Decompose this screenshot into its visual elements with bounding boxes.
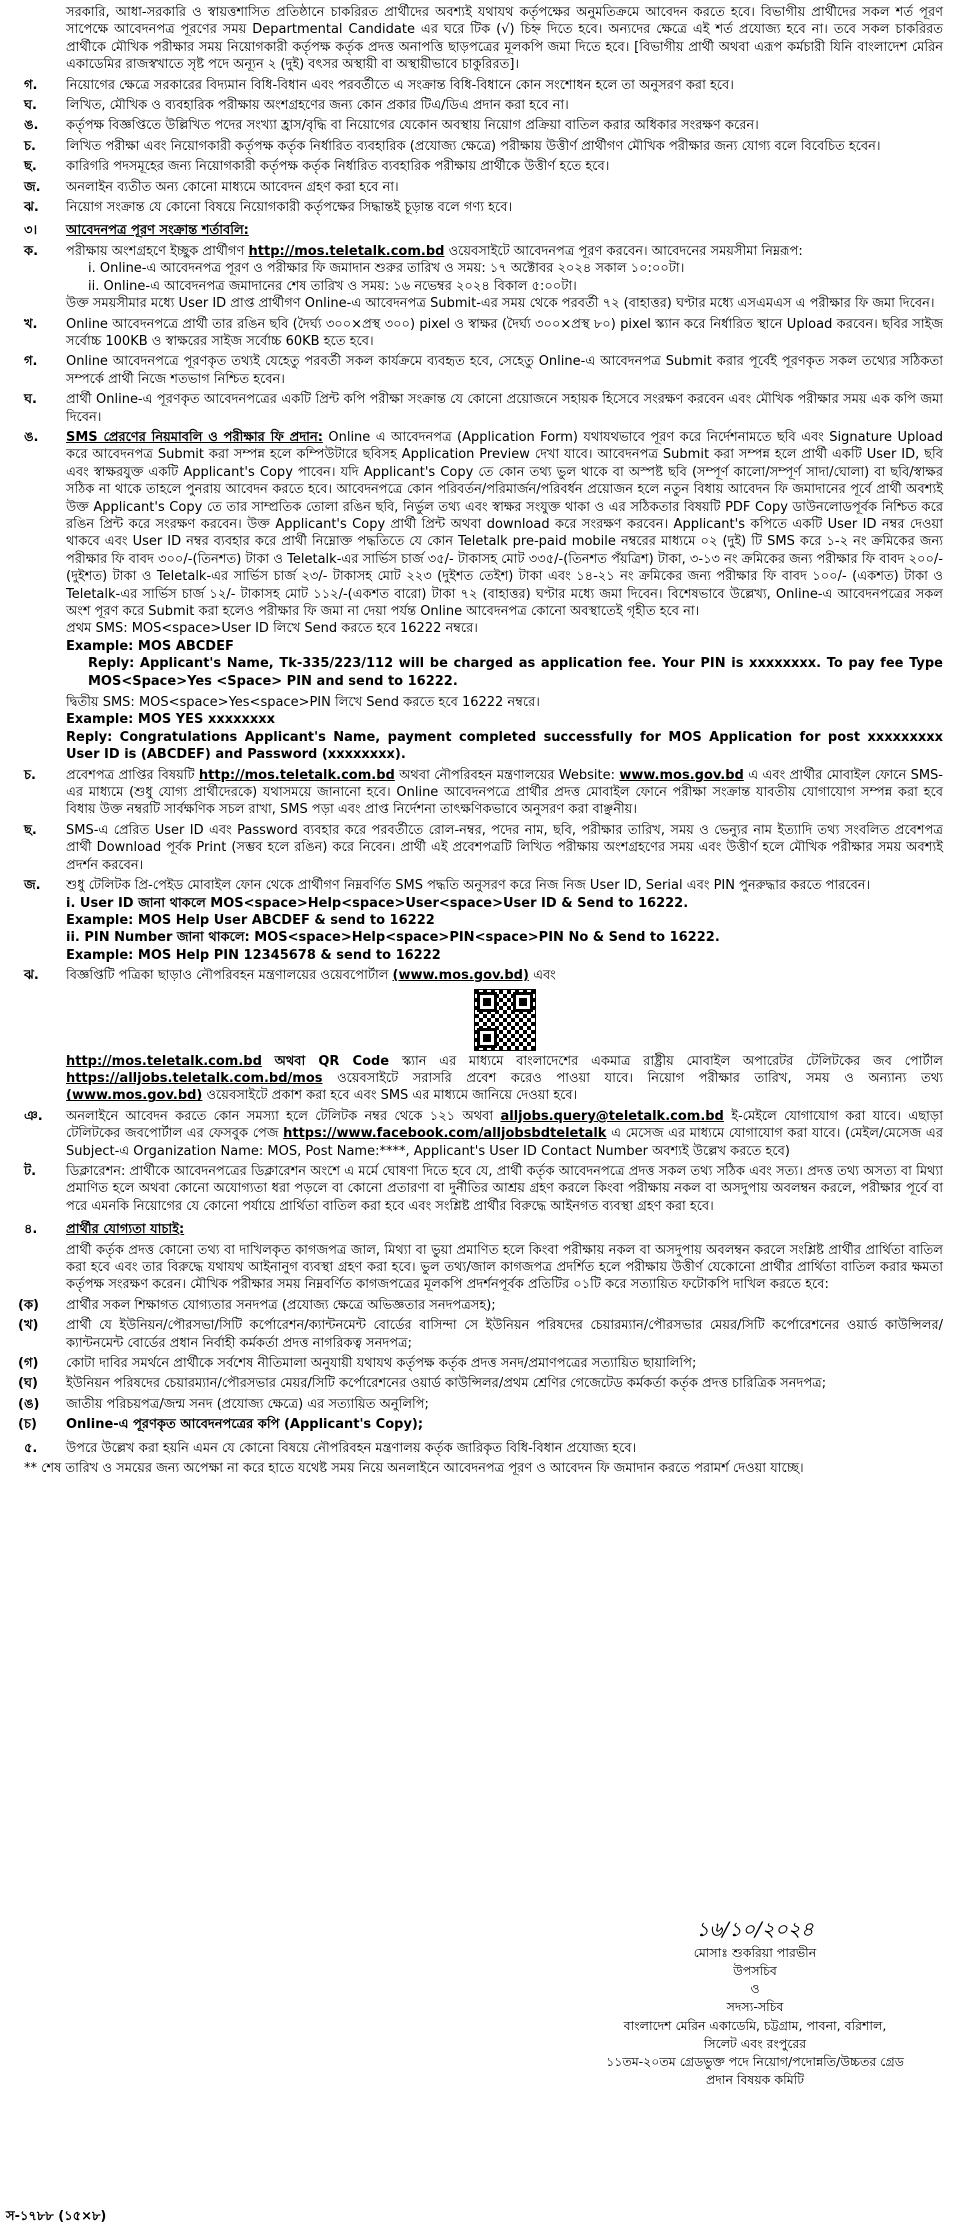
userid-recovery: i. User ID জানা থাকলে MOS<space>Help<space>User<space>User ID & Send to 16222. xyxy=(66,895,689,911)
item-text: কোটা দাবির সমর্থনে প্রার্থীকে সর্বশেষ নীতিমালা অনুযায়ী যথাযথ কর্তৃপক্ষ কর্তৃক প্রদত্ত সনদ/প্রমাণপত্রের সত্যায়িত ছায়ালিপি; xyxy=(66,1356,697,1372)
item-text xyxy=(66,877,959,964)
application-item-ka xyxy=(0,243,959,313)
item-text: উপরে উল্লেখ করা হয়নি এমন যে কোনো বিষয়ে নৌপরিবহন মন্ত্রণালয় কর্তৃক জারিকৃত বিধি-বিধান প্রযোজ্য হবে। xyxy=(66,1440,637,1456)
item-label: ঙ. xyxy=(24,429,39,445)
item-label: গ. xyxy=(24,354,38,370)
application-item-jha xyxy=(0,967,959,1105)
support-email-link[interactable]: alljobs.query@teletalk.com.bd xyxy=(500,1108,724,1124)
pin-recovery-example: Example: MOS Help PIN 12345678 & send to 16222 xyxy=(66,947,441,963)
condition-item xyxy=(0,138,959,155)
item-label: ঘ. xyxy=(24,98,37,114)
qr-code-container xyxy=(66,989,943,1051)
condition-item-5 xyxy=(0,1440,959,1457)
item-text xyxy=(66,967,959,1105)
committee-line: সিলেট এবং রংপুরের xyxy=(703,2035,807,2051)
item-text-part: এবং xyxy=(533,968,556,984)
item-text: লিখিত পরীক্ষা এবং নিয়োগকারী কর্তৃপক্ষ কর্তৃক নির্ধারিত ব্যবহারিক (প্রযোজ্য ক্ষেত্রে) পরীক্ষায় উত্তীর্ণ প্রার্থীগণ মৌখিক পরীক্ষার জন্য যোগ্য বলে বিবেচিত হবেন। xyxy=(66,138,881,154)
list-item xyxy=(0,1375,959,1392)
teletalk-link[interactable]: http://mos.teletalk.com.bd xyxy=(66,1053,262,1069)
item-text xyxy=(66,767,959,819)
second-sms-reply: Reply: Congratulations Applicant's Name, payment completed successfully for MOS Application for post xxxxxxxxx User ID is (ABCDEF) and Password (xxxxxxxx). xyxy=(66,729,943,763)
teletalk-link[interactable]: http://mos.teletalk.com.bd xyxy=(198,767,395,783)
item-text: কারিগরি পদসমূহের জন্য নিয়োগকারী কর্তৃপক্ষ কর্তৃক নির্ধারিত ব্যবহারিক পরীক্ষায় প্রার্থীকে উত্তীর্ণ হতে হবে। xyxy=(66,159,610,175)
item-text: লিখিত, মৌখিক ও ব্যবহারিক পরীক্ষায় অংশগ্রহণের জন্য কোন প্রকার টিএ/ডিএ প্রদান করা হবে না। xyxy=(66,98,569,114)
item-text-part: অথবা QR Code xyxy=(274,1053,390,1069)
item-text: প্রার্থী Online-এ পূরণকৃত আবেদনপত্রের একটি প্রিন্ট কপি পরীক্ষা সংক্রান্ত যে কোনো প্রয়োজনে সহায়ক হিসেবে সংরক্ষণ করবেন এবং মৌখিক পরীক্ষার সময় এক কপি জমা দিবেন। xyxy=(66,392,943,425)
item-text-part: এ এবং প্রার্থীর মোবাইল ফোনে SMS-এর মাধ্যমে (শুধু যোগ্য প্রার্থীদেরকে) যথাসময়ে জানানো হবে। Online আবেদনপত্রে প্রার্থীর প্রদত্ত মোবাইল ফোনে পরীক্ষা সংক্রান্ত যাবতীয় যোগাযোগ সম্পন্ন করা হবে বিধায় উক্ত নম্বরটি সার্বক্ষণিক সচল রাখা, SMS পড়া এবং প্রাপ্ত নির্দেশনা তাৎক্ষণিকভাবে অনুসরণ করা বাঞ্ছনীয়। xyxy=(66,767,943,818)
item-label: ট. xyxy=(24,1163,37,1179)
start-date-line: i. Online-এ আবেদনপত্র পূরণ ও পরীক্ষার ফি জমাদান শুরুর তারিখ ও সময়: ১৭ অক্টোবর ২০২৪ সকাল ১০:০০টা। xyxy=(88,261,685,277)
item-label: (ঙ) xyxy=(18,1396,40,1412)
section-number: ৪. xyxy=(24,1222,38,1238)
item-text-part: স্ক্যান এর মাধ্যমে বাংলাদেশের একমাত্র রাষ্ট্রীয় মোবাইল অপারেটর টেলিটকের জব পোর্টাল xyxy=(401,1053,943,1069)
item-text: প্রার্থী যে ইউনিয়ন/পৌরসভা/সিটি কর্পোরেশন/ক্যান্টনমেন্ট বোর্ডের বাসিন্দা সে ইউনিয়ন পরিষদের চেয়ারম্যান/পৌরসভার মেয়র/সিটি কর্পোরেশনের ওয়ার্ড কাউন্সিলর/ক্যান্টনমেন্ট বোর্ডের প্রধান নির্বাহী কর্মকর্তা প্রদত্ত নাগরিকত্ব সনদপত্র; xyxy=(66,1318,943,1351)
list-item xyxy=(0,1317,959,1352)
item-text-part: ওয়েবসাইটে আবেদনপত্র পূরণ করবেন। আবেদনের সময়সীমা নিম্নরূপ: xyxy=(448,243,803,259)
alljobs-link[interactable]: https://alljobs.teletalk.com.bd/mos xyxy=(66,1070,323,1086)
item-label: চ. xyxy=(24,767,36,783)
section-4-intro xyxy=(0,1242,959,1294)
item-label: ছ. xyxy=(24,822,37,838)
signatory-and: ও xyxy=(750,1981,760,1997)
item-text xyxy=(66,243,959,313)
item-text-part: শুধু টেলিটক প্রি-পেইড মোবাইল ফোন থেকে প্রার্থীগণ নিম্নবর্ণিত SMS পদ্ধতি অনুসরণ করে নিজ নিজ User ID, Serial এবং PIN পুনরুদ্ধার করতে পারবেন। xyxy=(66,878,871,894)
item-text-part: ই-মেইলে যোগাযোগ করা যাবে। এছাড়া টেলিটকের জবপোর্টাল এর ফেসবুক পেজ xyxy=(66,1108,943,1142)
item-text-part: অনলাইনে আবেদন করতে কোন সমস্যা হলে টেলিটক নম্বর থেকে ১২১ অথবা xyxy=(66,1108,494,1124)
item-text: নিয়োগ সংক্রান্ত যে কোনো বিষয়ে নিয়োগকারী কর্তৃপক্ষের সিদ্ধান্তই চূড়ান্ত বলে গণ্য হবে। xyxy=(66,200,513,216)
section-4-heading xyxy=(0,1221,959,1238)
committee-line: ১১তম-২০তম গ্রেডভুক্ত পদে নিয়োগ/পদোন্নতি/উচ্চতর গ্রেড xyxy=(606,2053,904,2069)
item-text-part: ওয়েবসাইটে প্রকাশ করা হবে এবং SMS এর মাধ্যমে জানিয়ে দেওয়া হবে। xyxy=(206,1088,578,1104)
item-text: ইউনিয়ন পরিষদের চেয়ারম্যান/পৌরসভার মেয়র/সিটি কর্পোরেশনের ওয়ার্ড কাউন্সিলর/প্রথম শ্রেণির গেজেটেড কর্মকর্তা কর্তৃক প্রদত্ত চারিত্রিক সনদপত্র; xyxy=(66,1376,827,1392)
item-text xyxy=(66,1108,959,1160)
item-label: ঝ. xyxy=(24,968,39,984)
item-text-part: Online এ আবেদনপত্র (Application Form) যথাযথভাবে পূরণ করে নির্দেশনামতে ছবি এবং Signature Upload করে আবেদনপত্র Submit করা সম্পন্ন হলে কম্পিউটারে ছবিসহ Application Preview দেখা যাবে। আবেদনপত্র Submit করা সম্পন্ন হলে প্রার্থী একটি User ID, ছবি এবং স্বাক্ষরযুক্ত একটি Applicant's Copy পাবেন। যদি Applicant's Copy তে কোন তথ্য ভুল থাকে বা অস্পষ্ট ছবি (সম্পূর্ণ কালো/সম্পূর্ণ সাদা/ঘোলা) বা ছবি/স্বাক্ষর সঠিক না থাকে তাহলে পুনরায় আবেদন করতে হবে। আবেদনপত্রে কোন পরিবর্তন/পরিমার্জন/পরিবর্ধন প্রয়োজন হলে নতুন বিধায় আবেদন ফি জমাদানের পূর্বে প্রার্থী অবশ্যই উক্ত Applicant's Copy তে তার সাম্প্রতিক তোলা রঙিন ছবি, নির্ভুল তথ্য এবং স্বাক্ষর সংযুক্ত থাকা ও এর সঠিকতার বিষয়টি PDF Copy ডাউনলোডপূর্বক নিশ্চিত করে রঙিন প্রিন্ট করে সংরক্ষণ করবেন। উক্ত Applicant's Copy প্রার্থী প্রিন্ট অথবা download করে সংরক্ষণ করবেন। Applicant's কপিতে একটি User ID নম্বর দেওয়া থাকবে এবং User ID নম্বর ব্যবহার করে প্রার্থী নিম্নোক্ত পদ্ধতিতে যে কোন Teletalk pre-paid mobile নম্বরের মাধ্যমে ০২ (দুই) টি SMS করে ১-২ নং ক্রমিকের জন্য পরীক্ষার ফি বাবদ ৩০০/-(তিনশত) টাকা ও Teletalk-এর সার্ভিস চার্জ ৩৫/- টাকাসহ মোট ৩৩৫/-(তিনশত পঁয়ত্রিশ) টাকা, ৩-১৩ নং ক্রমিকের জন্য পরীক্ষার ফি বাবদ ২০০/-(দুইশত) টাকা ও Teletalk-এর সার্ভিস চার্জ ২৩/- টাকাসহ মোট ২২৩ (দুইশত তেইশ) টাকা এবং ১৪-২১ নং ক্রমিকের জন্য পরীক্ষার ফি বাবদ ১০০/- (একশত) টাকা ও Teletalk-এর সার্ভিস চার্জ ১২/- টাকাসহ মোট ১১২/-(একশত বারো) টাকা ৭২ (বাহাত্তর) ঘণ্টার মধ্যে জমা দিবেন। বিশেষভাবে উল্লেখ্য, Online-এ আবেদনপত্রের সকল অংশ পূরণ করে Submit করা হলেও পরীক্ষার ফি জমা না দেয়া পর্যন্ত Online আবেদনপত্র কোনো অবস্থাতেই গৃহীত হবে না। xyxy=(66,429,943,619)
condition-item xyxy=(0,199,959,216)
application-item-ja xyxy=(0,877,959,964)
first-sms: প্রথম SMS: MOS<space>User ID লিখে Send করতে হবে 16222 নম্বরে। xyxy=(66,621,478,637)
committee-line: প্রদান বিষয়ক কমিটি xyxy=(705,2071,805,2087)
item-text: প্রার্থী কর্তৃক প্রদত্ত কোনো তথ্য বা দাখিলকৃত কাগজপত্র জাল, মিথ্যা বা ভুয়া প্রমাণিত হলে কিংবা পরীক্ষায় নকল বা অসদুপায় অবলম্বন করলে সংশ্লিষ্ট প্রার্থীর প্রার্থিতা বাতিল করা হবে এবং তার বিরুদ্ধে যথাযথ আইনানুগ ব্যবস্থা গ্রহণ করা হবে। ভুল তথ্য/জাল কাগজপত্র প্রদর্শিত হলে পরীক্ষায় উত্তীর্ণ যেকোনো প্রার্থীর প্রার্থিতা বাতিল করার ক্ষমতা কর্তৃপক্ষ সংরক্ষণ করেন। মৌখিক পরীক্ষার সময় নিম্নবর্ণিত কাগজপত্রের মূলকপি প্রদর্শনপূর্বক প্রতিটির ০১টি করে সত্যায়িত ফটোকপি দাখিল করতে হবে: xyxy=(66,1242,943,1293)
mos-portal-link[interactable]: (www.mos.gov.bd) xyxy=(392,968,529,984)
item-label: চ. xyxy=(24,138,36,154)
mos-website-link[interactable]: www.mos.gov.bd xyxy=(619,767,744,783)
application-item-kha xyxy=(0,316,959,351)
item-label: জ. xyxy=(24,179,41,195)
signatory-designation: উপসচিব xyxy=(733,1963,777,1979)
deadline-note: ** শেষ তারিখ ও সময়ের জন্য অপেক্ষা না করে হাতে যথেষ্ট সময় নিয়ে অনলাইনে আবেদনপত্র পূরণ ও আবেদন ফি জমাদান করতে পরামর্শ দেওয়া যাচ্ছে। xyxy=(24,1461,804,1477)
item-text xyxy=(66,429,959,764)
list-item xyxy=(0,1416,959,1433)
item-label: (খ) xyxy=(18,1318,39,1334)
item-text: কর্তৃপক্ষ বিজ্ঞপ্তিতে উল্লিখিত পদের সংখ্যা হ্রাস/বৃদ্ধি বা নিয়োগের যেকোন অবস্থায় নিয়োগ প্রক্রিয়া বাতিল করার অধিকার সংরক্ষণ করেন। xyxy=(66,118,759,134)
first-sms-example: Example: MOS ABCDEF xyxy=(66,638,234,654)
item-label: ৫. xyxy=(24,1440,38,1456)
condition-item xyxy=(0,158,959,175)
pin-recovery: ii. PIN Number জানা থাকলে: MOS<space>Help<space>PIN<space>PIN No & Send to 16222. xyxy=(66,930,720,946)
print-code: স-১৭৮৮ (১৫×৮) xyxy=(6,2209,107,2224)
sms-rules-title: SMS প্রেরণের নিয়মাবলি ও পরীক্ষার ফি প্রদান: xyxy=(66,429,323,445)
item-text-part: ওয়েবসাইটে সরাসরি প্রবেশ করেও পাওয়া যাবে। নিয়োগ পরীক্ষার তারিখ, সময় ও অন্যান্য তথ্য xyxy=(337,1070,943,1086)
item-label: (ক) xyxy=(18,1297,39,1313)
section-number: ৩। xyxy=(24,223,38,239)
item-text: SMS-এ প্রেরিত User ID এবং Password ব্যবহার করে পরবর্তীতে রোল-নম্বর, পদের নাম, ছবি, পরীক্ষার তারিখ, সময় ও ভেন্যুর নাম ইত্যাদি তথ্য সংবলিত প্রবেশপত্র প্রার্থী Download পূর্বক Print (সম্ভব হলে রঙিন) করে নিবেন। প্রার্থী এই প্রবেশপত্রটি লিখিত পরীক্ষায় অংশগ্রহণের সময় এবং উত্তীর্ণ হলে মৌখিক পরীক্ষার সময় অবশ্যই প্রদর্শন করবেন। xyxy=(66,822,943,873)
item-label: ক. xyxy=(24,243,39,259)
item-text-part: এ মেসেজ এর মাধ্যমে যোগাযোগ করা যাবে। (মেইল/মেসেজ এর Subject-এ Organization Name: MOS, Post Name:****, Applicant's User ID Contact Number অবশ্যই উল্লেখ করতে হবে) xyxy=(66,1126,943,1159)
item-text: Online-এ পূরণকৃত আবেদনপত্রের কপি (Applicant's Copy); xyxy=(66,1417,424,1433)
item-label: (গ) xyxy=(18,1356,39,1372)
second-sms: দ্বিতীয় SMS: MOS<space>Yes<space>PIN লিখে Send করতে হবে 16222 নম্বরে। xyxy=(66,695,540,711)
signatory-name: মোসাঃ শুকরিয়া পারভীন xyxy=(693,1945,817,1960)
condition-item xyxy=(0,4,959,74)
application-item-ga xyxy=(0,353,959,388)
application-item-cha xyxy=(0,767,959,819)
item-label: ঙ. xyxy=(24,118,39,134)
application-item-chha xyxy=(0,822,959,874)
item-label: গ. xyxy=(24,77,38,93)
general-conditions xyxy=(0,4,959,216)
second-sms-example: Example: MOS YES xxxxxxxx xyxy=(66,712,276,728)
application-item-nya xyxy=(0,1108,959,1160)
qr-code-icon[interactable] xyxy=(474,989,536,1051)
item-text-part: অথবা নৌপরিবহন মন্ত্রণালয়ের Website: xyxy=(399,767,615,783)
item-label: ঝ. xyxy=(24,200,39,216)
committee-line: বাংলাদেশ মেরিন একাডেমি, চট্টগ্রাম, পাবনা, বরিশাল, xyxy=(623,2017,887,2033)
userid-recovery-example: Example: MOS Help User ABCDEF & send to 16222 xyxy=(66,912,435,928)
item-text: Online আবেদনপত্রে প্রার্থী তার রঙিন ছবি (দৈর্ঘ্য ৩০০×প্রস্থ ৩০০) pixel ও স্বাক্ষর (দৈর্ঘ্য ৩০০×প্রস্থ ৮০) pixel স্ক্যান করে নির্ধারিত স্থানে Upload করবেন। ছবির সাইজ সর্বোচ্চ 100KB ও স্বাক্ষরের সাইজ সর্বোচ্চ 60KB হতে হবে। xyxy=(66,316,943,349)
mos-portal-link[interactable]: (www.mos.gov.bd) xyxy=(66,1088,203,1104)
signatory-role: সদস্য-সচিব xyxy=(726,1999,784,2015)
item-label: খ. xyxy=(24,316,38,332)
item-text: অনলাইন ব্যতীত অন্য কোনো মাধ্যমে আবেদন গ্রহণ করা হবে না। xyxy=(66,179,399,195)
item-text-part: প্রবেশপত্র প্রাপ্তির বিষয়টি xyxy=(66,767,195,783)
item-label: জ. xyxy=(24,878,41,894)
list-item xyxy=(0,1355,959,1372)
item-text: জাতীয় পরিচয়পত্র/জন্ম সনদ (প্রযোজ্য ক্ষেত্রে) এর সত্যায়িত অনুলিপি; xyxy=(66,1396,429,1412)
item-text: Online আবেদনপত্রে পূরণকৃত তথ্যই যেহেতু পরবর্তী সকল কার্যক্রমে ব্যবহৃত হবে, সেহেতু Online-এ আবেদনপত্র Submit করার পূর্বেই পূরণকৃত সকল তথ্যের সঠিকতা সম্পর্কে প্রার্থী নিজে শতভাগ নিশ্চিত হবেন। xyxy=(66,354,943,387)
item-label: ঞ. xyxy=(24,1108,43,1124)
item-text: প্রার্থীর সকল শিক্ষাগত যোগ্যতার সনদপত্র (প্রযোজ্য ক্ষেত্রে অভিজ্ঞতার সনদপত্রসহ); xyxy=(66,1297,496,1313)
item-text-part: পরীক্ষায় অংশগ্রহণে ইচ্ছুক প্রার্থীগণ xyxy=(66,243,245,259)
notice-document xyxy=(0,4,959,1477)
facebook-page-link[interactable]: https://www.facebook.com/alljobsbdteletalk xyxy=(283,1126,607,1142)
list-item xyxy=(0,1297,959,1314)
section-title: প্রার্থীর যোগ্যতা যাচাই: xyxy=(66,1222,185,1238)
section-3-heading xyxy=(0,222,959,239)
item-text-part: বিজ্ঞপ্তিটি পত্রিকা ছাড়াও নৌপরিবহন মন্ত্রণালয়ের ওয়েবপোর্টাল xyxy=(66,968,389,984)
required-documents-list xyxy=(0,1297,959,1434)
application-item-gha xyxy=(0,391,959,426)
condition-item xyxy=(0,77,959,94)
application-item-sms xyxy=(0,429,959,764)
item-text: ডিক্লারেশন: প্রার্থীকে আবেদনপত্রের ডিক্লারেশন অংশে এ মর্মে ঘোষণা দিতে হবে যে, প্রার্থী কর্তৃক আবেদনপত্রে প্রদত্ত সকল তথ্য সঠিক এবং সত্য। প্রদত্ত তথ্য অসত্য বা মিথ্যা প্রমাণিত হলে অথবা কোনো অযোগ্যতা ধরা পড়লে বা কোনো প্রতারণা বা দুর্নীতির আশ্রয় গ্রহণ করলে কিংবা পরীক্ষায় নকল বা অসদুপায় অবলম্বন করলে, পরীক্ষার পূর্বে বা পরে এমনকি নিয়োগের যে কোনো পর্যায়ে প্রার্থিতা বাতিল করা হবে এবং সংশ্লিষ্ট প্রার্থীর বিরুদ্ধে আইনগত ব্যবস্থা গ্রহণ করা হবে। xyxy=(66,1163,943,1214)
first-sms-reply: Reply: Applicant's Name, Tk-335/223/112 will be charged as application fee. Your PIN is xxxxxxxx. To pay fee Type MOS<Space>Yes <Space> PIN and send to 16222. xyxy=(88,656,943,689)
item-text-part: উক্ত সময়সীমার মধ্যে User ID প্রাপ্ত প্রার্থীগণ Online-এ আবেদনপত্র Submit-এর সময় থেকে পরবর্তী ৭২ (বাহাত্তর) ঘণ্টার মধ্যে এসএমএস এ পরীক্ষার ফি জমা দিবেন। xyxy=(66,296,935,312)
condition-item xyxy=(0,97,959,114)
item-label: ছ. xyxy=(24,159,37,175)
list-item xyxy=(0,1396,959,1413)
item-label: (চ) xyxy=(18,1417,37,1433)
item-text: নিয়োগের ক্ষেত্রে সরকারের বিদ্যমান বিধি-বিধান এবং পরবর্তীতে এ সংক্রান্ত বিধি-বিধানে কোন সংশোধন হলে তা অনুসরণ করা হবে। xyxy=(66,77,734,93)
condition-item xyxy=(0,179,959,196)
item-label: (ঘ) xyxy=(18,1376,38,1392)
item-label: ঘ. xyxy=(24,392,37,408)
teletalk-link[interactable]: http://mos.teletalk.com.bd xyxy=(248,243,445,259)
section-title: আবেদনপত্র পূরণ সংক্রান্ত শর্তাবলি: xyxy=(66,223,249,239)
application-item-ta xyxy=(0,1163,959,1215)
signature-block xyxy=(590,1915,920,2089)
end-date-line: ii. Online-এ আবেদনপত্র জমাদানের শেষ তারিখ ও সময়: ১৬ নভেম্বর ২০২৪ বিকাল ৫:০০টা। xyxy=(88,278,577,294)
condition-item xyxy=(0,117,959,134)
signature: ১৬/১০/২০২৪ xyxy=(696,1917,814,1941)
item-text: সরকারি, আধা-সরকারি ও স্বায়ত্তশাসিত প্রতিষ্ঠানে চাকরিরত প্রার্থীদের অবশ্যই যথাযথ কর্তৃপক্ষের অনুমতিক্রমে আবেদন করতে হবে। বিভাগীয় প্রার্থীদের সকল শর্ত পূরণ সাপেক্ষে আবেদনপত্র পূরণের সময় Departmental Candidate এর ঘরে টিক (√) চিহ্ন দিতে হবে। অন্যদের ক্ষেত্রে এই শর্ত প্রযোজ্য হবে না। তবে সকল চাকরিরত প্রার্থীকে মৌখিক পরীক্ষার সময় নিয়োগকারী কর্তৃপক্ষ কর্তৃক প্রদত্ত অনাপত্তি ছাড়পত্রের মূলকপি জমা দিতে হবে। [বিভাগীয় প্রার্থী অথবা এরূপ কর্মচারী যিনি বাংলাদেশ মেরিন একাডেমির রাজস্বখাতে সৃষ্ট পদে অন্যূন ২ (দুই) বৎসর অস্থায়ী বা অস্থায়ীভাবে চাকুরিরত]। xyxy=(66,5,943,73)
